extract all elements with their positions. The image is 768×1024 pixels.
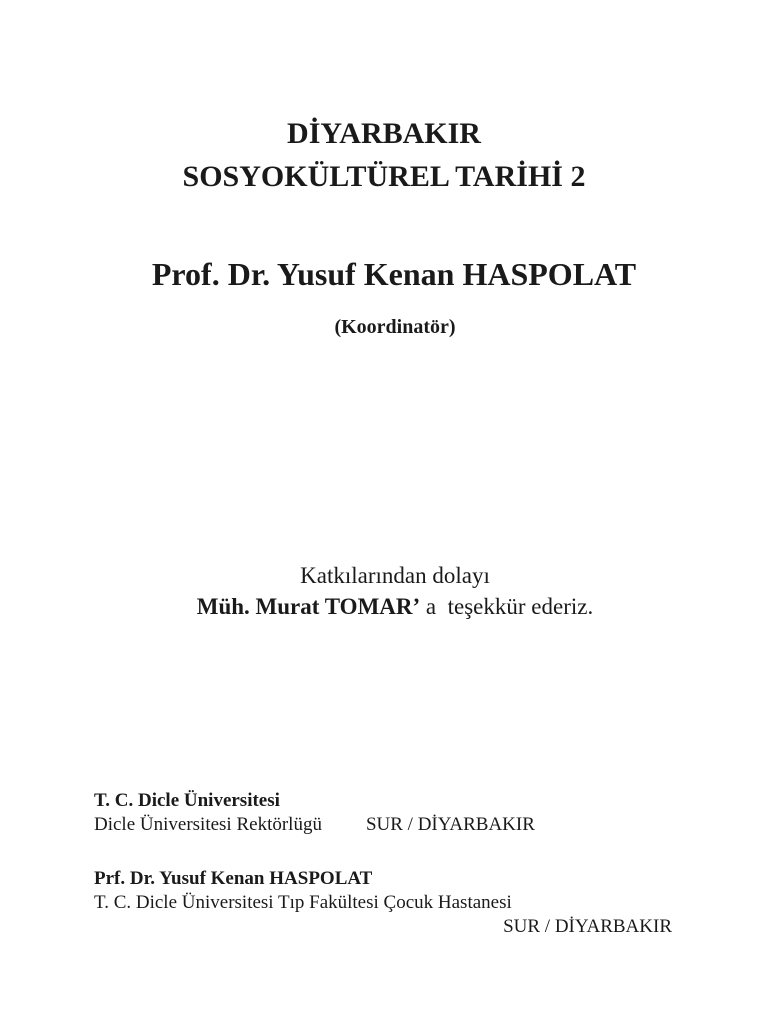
- book-title: [0, 112, 768, 198]
- institution-1-line: Dicle Üniversitesi Rektörlügü: [94, 814, 322, 835]
- acknowledgement-rest: a teşekkür ederiz.: [420, 594, 594, 619]
- acknowledgement-line-2: [0, 591, 768, 622]
- acknowledged-person: Müh. Murat TOMAR’: [196, 594, 421, 619]
- institution-block-1: [94, 789, 535, 837]
- author-role: (Koordinatör): [334, 316, 456, 338]
- author-name: Prof. Dr. Yusuf Kenan HASPOLAT: [151, 256, 637, 292]
- acknowledgement-line-1: Katkılarından dolayı: [300, 563, 490, 588]
- title-line-1: DİYARBAKIR: [287, 117, 481, 150]
- institution-block-2: [94, 867, 672, 939]
- acknowledgement: [0, 560, 768, 622]
- title-line-2: SOSYOKÜLTÜREL TARİHİ 2: [182, 160, 586, 193]
- institution-1-heading: T. C. Dicle Üniversitesi: [94, 790, 280, 811]
- institution-1-location: SUR / DİYARBAKIR: [365, 814, 535, 835]
- institution-1-address: [94, 813, 535, 837]
- institution-2-heading: Prf. Dr. Yusuf Kenan HASPOLAT: [94, 868, 373, 889]
- institution-2-line: T. C. Dicle Üniversitesi Tıp Fakültesi Çocuk Hastanesi: [94, 892, 512, 913]
- institution-2-location: SUR / DİYARBAKIR: [503, 916, 672, 937]
